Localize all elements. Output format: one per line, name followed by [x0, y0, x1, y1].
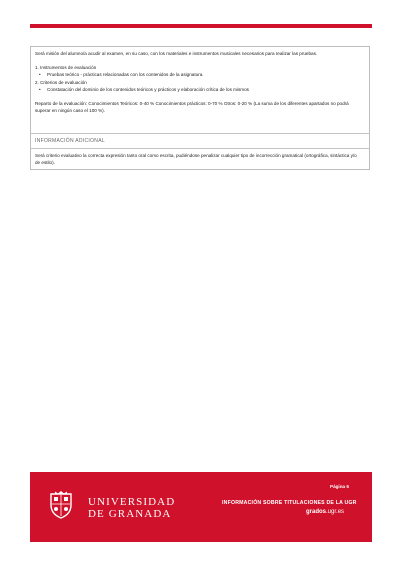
criteria-bullet	[35, 86, 365, 93]
university-name-line2: DE GRANADA	[88, 508, 172, 520]
page-number: Página 6	[330, 484, 349, 489]
top-red-rule	[30, 24, 372, 28]
criteria-title: 2. Criterios de evaluación	[35, 79, 87, 85]
university-crest-icon	[46, 490, 76, 520]
bullet-icon: •	[39, 72, 41, 78]
university-name	[88, 496, 175, 520]
section-divider	[31, 148, 369, 149]
degrees-link-domain: .ugr.es	[326, 509, 345, 515]
footer-banner	[30, 472, 372, 542]
bullet-icon: •	[39, 86, 41, 92]
evaluation-section	[31, 47, 369, 114]
instruments-title: 1. Instrumentos de evaluación	[35, 65, 97, 71]
additional-info-heading: INFORMACIÓN ADICIONAL	[35, 138, 105, 144]
evaluation-distribution: Reparto de la evaluación: Conocimientos Teóricos: 0-40 % Conocimientos prácticos: 0-70 % Otros: 0-20 % (La suma de los diferentes apartados no podrá superar en ningún caso el 100 %).	[35, 101, 349, 114]
section-divider	[31, 133, 369, 134]
degrees-link[interactable]	[306, 509, 344, 515]
evaluation-intro: Será misión del alumno/a acudir al examen, en su caso, con los materiales e instrumentos musicales necesarios para realizar las pruebas.	[35, 51, 318, 56]
degrees-link-bold: grados	[306, 509, 327, 515]
instruments-bullet-text: Pruebas teórico - prácticas relacionadas con los contenidos de la asignatura.	[47, 72, 204, 78]
additional-info-text: Será criterio evaluativo la correcta expresión tanto oral como escrita, pudiéndose penalizar cualquier tipo de incorrección gramatical (ortográfica, sintáctica y/o de estilo).	[35, 153, 357, 165]
content-box	[30, 46, 370, 170]
criteria-bullet-text: Constatación del dominio de los contenidos teóricos y prácticos y elaboración crítica de los mismos	[47, 86, 249, 92]
university-name-line1: UNIVERSIDAD	[88, 496, 176, 508]
instruments-bullet	[35, 71, 365, 78]
degrees-info-title: INFORMACIÓN SOBRE TITULACIONES DE LA UGR	[222, 500, 357, 506]
